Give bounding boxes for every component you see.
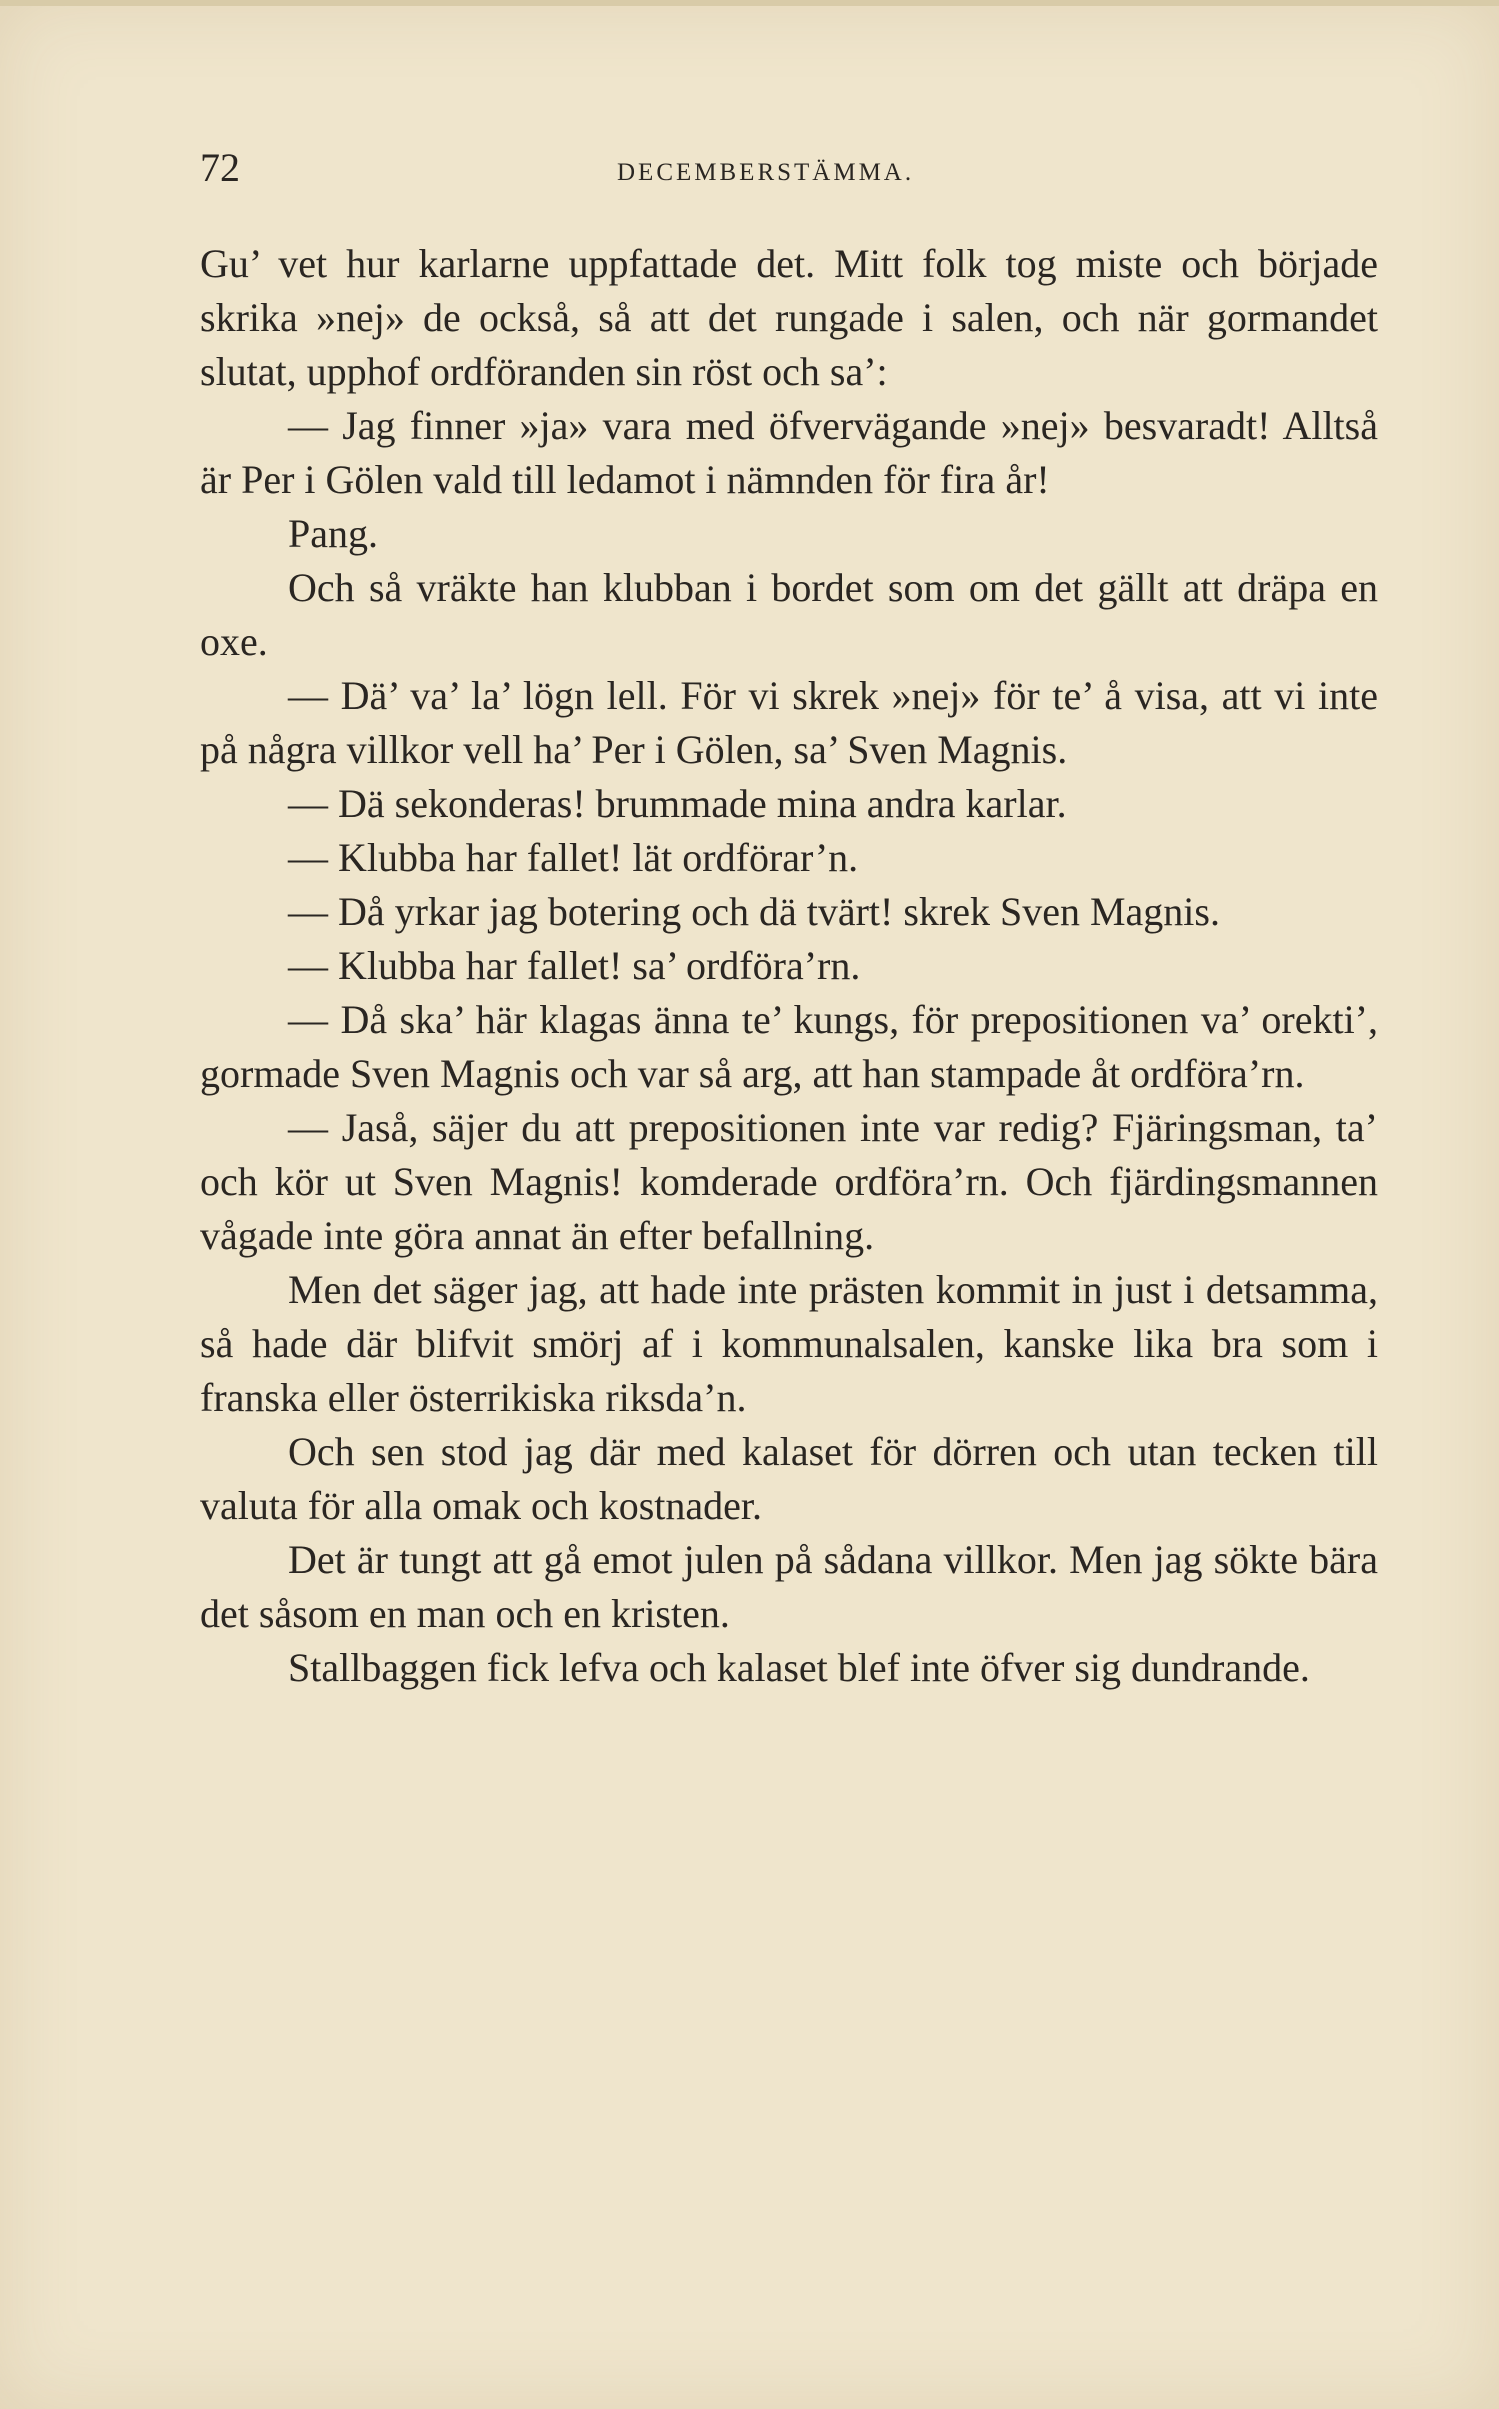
paragraph: Gu’ vet hur karlarne uppfattade det. Mitt folk tog miste och började skrika »nej» de också, så att det rungade i salen, och när gormandet slutat, upphof ordföranden sin röst och sa’: <box>200 241 1378 394</box>
running-head: DECEMBERSTÄMMA. <box>617 159 915 186</box>
paragraph: Och så vräkte han klubban i bordet som om det gällt att dräpa en oxe. <box>200 565 1378 664</box>
page-number: 72 <box>200 145 240 190</box>
paragraph: — Jag finner »ja» vara med öfvervägande »nej» besvaradt! Alltså är Per i Gölen vald till ledamot i nämnden för fira år! <box>200 403 1378 502</box>
page-header <box>200 145 1380 190</box>
paragraph: Men det säger jag, att hade inte prästen kommit in just i detsamma, så hade där blifvit smörj af i kommunalsalen, kanske lika bra som i franska eller österrikiska riksda’n. <box>200 1267 1378 1420</box>
paragraph: — Klubba har fallet! sa’ ordföra’rn. <box>288 943 861 988</box>
paragraph: — Klubba har fallet! lät ordförar’n. <box>288 835 859 880</box>
paragraph: — Då ska’ här klagas änna te’ kungs, för prepositionen va’ orekti’, gormade Sven Magnis och var så arg, att han stampade åt ordföra’rn. <box>200 997 1378 1096</box>
page-top-edge <box>0 0 1499 6</box>
body-text <box>200 237 1378 1695</box>
paragraph: Det är tungt att gå emot julen på sådana villkor. Men jag sökte bära det såsom en man och en kristen. <box>200 1537 1378 1636</box>
paragraph: Pang. <box>288 511 378 556</box>
paragraph: Och sen stod jag där med kalaset för dörren och utan tecken till valuta för alla omak och kostnader. <box>200 1429 1378 1528</box>
paragraph: Stallbaggen fick lefva och kalaset blef inte öfver sig dundrande. <box>288 1645 1310 1690</box>
paragraph: — Jaså, säjer du att prepositionen inte var redig? Fjäringsman, ta’ och kör ut Sven Magnis! komderade ordföra’rn. Och fjärdingsmannen vågade inte göra annat än efter befallning. <box>200 1105 1378 1258</box>
paragraph: — Dä sekonderas! brummade mina andra karlar. <box>288 781 1067 826</box>
paragraph: — Då yrkar jag botering och dä tvärt! skrek Sven Magnis. <box>288 889 1220 934</box>
paragraph: — Dä’ va’ la’ lögn lell. För vi skrek »nej» för te’ å visa, att vi inte på några villkor vell ha’ Per i Gölen, sa’ Sven Magnis. <box>200 673 1378 772</box>
